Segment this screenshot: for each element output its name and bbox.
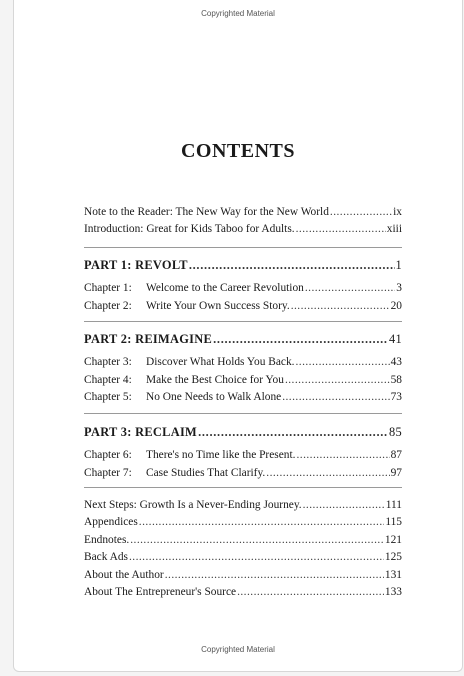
toc-entry-page: 121 [384, 533, 402, 546]
chapter-entry[interactable] [84, 389, 402, 406]
leader-dots [285, 372, 390, 389]
toc-entry[interactable] [84, 584, 402, 601]
toc-entry-label: Appendices [84, 516, 138, 529]
toc-entry-label: Back Ads [84, 551, 128, 564]
toc-entry-label: About The Entrepreneur's Source [84, 586, 237, 599]
part-label: PART 2: REIMAGINE [84, 332, 213, 346]
toc-entry-label: Next Steps: Growth Is a Never-Ending Journey. [84, 499, 302, 511]
leader-dots [305, 280, 395, 297]
divider [84, 413, 402, 414]
part-heading[interactable] [84, 257, 402, 274]
chapter-page: 87 [390, 449, 402, 462]
chapter-page: 73 [390, 391, 402, 404]
part-label: PART 3: RECLAIM [84, 425, 198, 439]
chapter-title: Write Your Own Success Story. [146, 299, 290, 312]
page-title: CONTENTS [180, 140, 296, 162]
chapter-number: Chapter 3: [84, 356, 132, 369]
toc-entry-page: 115 [385, 516, 402, 529]
divider [84, 247, 402, 248]
leader-dots [130, 532, 384, 549]
chapter-entry[interactable] [84, 465, 402, 482]
part-page: 41 [389, 332, 402, 346]
chapter-entry[interactable] [84, 447, 402, 464]
chapter-number: Chapter 6: [84, 449, 132, 462]
chapter-number: Chapter 4: [84, 373, 132, 386]
toc-entry-label: Introduction: Great for Kids Taboo for Adults. [84, 223, 295, 236]
chapter-title: Welcome to the Career Revolution [146, 282, 304, 295]
chapter-title: No One Needs to Walk Alone [146, 391, 282, 404]
part-heading[interactable] [84, 424, 402, 441]
divider [84, 487, 402, 488]
book-page [13, 0, 463, 672]
chapter-title: Discover What Holds You Back. [146, 356, 295, 369]
part-2-section [84, 331, 402, 407]
leader-dots [291, 298, 390, 315]
chapter-entry[interactable] [84, 298, 402, 315]
copyright-header: Copyrighted Material [201, 9, 275, 18]
leader-dots [296, 447, 389, 464]
front-matter-list [84, 204, 402, 239]
chapter-entry[interactable] [84, 372, 402, 389]
chapter-page: 3 [396, 282, 402, 295]
chapter-page: 58 [390, 373, 402, 386]
toc-entry[interactable] [84, 532, 402, 549]
toc-entry[interactable] [84, 567, 402, 584]
toc-entry-page: 125 [384, 551, 402, 564]
toc-entry-page: ix [393, 206, 402, 218]
leader-dots [189, 257, 395, 274]
back-matter-list [84, 497, 402, 601]
chapter-page: 97 [390, 466, 402, 479]
chapter-title: Case Studies That Clarify. [146, 466, 266, 479]
chapter-title: There's no Time like the Present. [146, 449, 296, 462]
leader-dots [165, 567, 384, 584]
toc-entry-page: 111 [385, 499, 402, 511]
leader-dots [213, 331, 388, 348]
chapter-number: Chapter 5: [84, 391, 132, 404]
chapter-number: Chapter 1: [84, 282, 132, 295]
divider [84, 321, 402, 322]
toc-entry-label: Endnotes. [84, 533, 130, 546]
leader-dots [237, 584, 384, 601]
toc-entry-page: 133 [384, 586, 402, 599]
chapter-entry[interactable] [84, 280, 402, 297]
chapter-number: Chapter 2: [84, 299, 132, 312]
toc-entry[interactable] [84, 204, 402, 221]
chapter-number: Chapter 7: [84, 466, 132, 479]
chapter-title: Make the Best Choice for You [146, 373, 284, 386]
leader-dots [266, 465, 389, 482]
leader-dots [330, 204, 392, 221]
part-heading[interactable] [84, 331, 402, 348]
part-label: PART 1: REVOLT [84, 258, 188, 272]
chapter-entry[interactable] [84, 354, 402, 371]
toc-entry[interactable] [84, 221, 402, 238]
chapter-page: 20 [390, 299, 402, 312]
toc-entry-page: 131 [384, 568, 402, 581]
part-page: 1 [395, 258, 402, 272]
leader-dots [129, 549, 384, 566]
leader-dots [139, 514, 385, 531]
leader-dots [198, 424, 388, 441]
leader-dots [296, 221, 386, 238]
leader-dots [296, 354, 390, 371]
toc-entry[interactable] [84, 497, 402, 514]
toc-entry-label: About the Author [84, 568, 164, 581]
chapter-page: 43 [390, 356, 402, 369]
toc-entry-page: xiii [386, 223, 402, 236]
toc-entry-label: Note to the Reader: The New Way for the New World [84, 206, 329, 218]
leader-dots [303, 497, 385, 514]
part-page: 85 [389, 425, 402, 439]
toc-entry[interactable] [84, 514, 402, 531]
part-1-section [84, 257, 402, 315]
part-3-section [84, 424, 402, 482]
copyright-footer: Copyrighted Material [201, 645, 275, 654]
leader-dots [282, 389, 389, 406]
toc-entry[interactable] [84, 549, 402, 566]
